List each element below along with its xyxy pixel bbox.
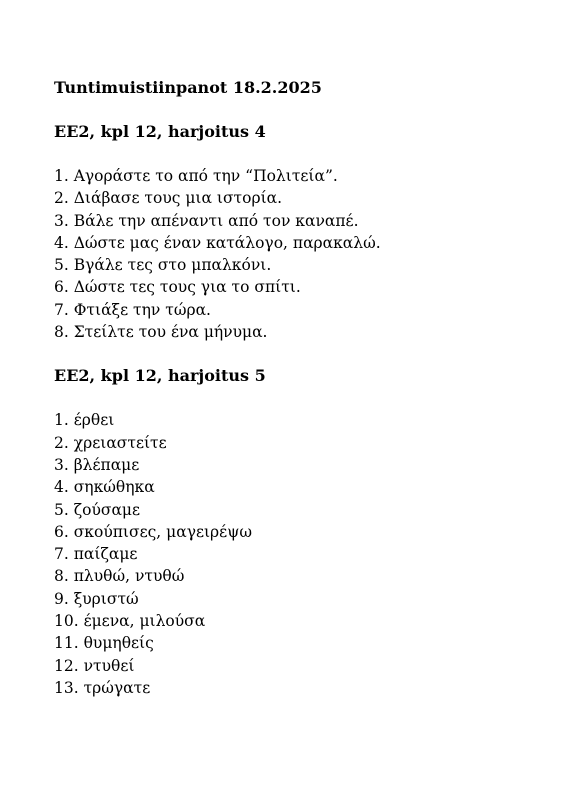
list-item: 8. πλυθώ, ντυθώ [54,567,185,586]
list-item: 6. Δώστε τες τους για το σπίτι. [54,278,301,297]
document-content [54,77,534,699]
list-item: 8. Στείλτε του ένα μήνυμα. [54,323,268,342]
answer-list [54,165,534,343]
list-item: 4. Δώστε μας έναν κατάλογο, παρακαλώ. [54,233,381,252]
section-harjoitus-4 [54,121,534,343]
list-item: 3. βλέπαμε [54,455,140,474]
section-heading: EE2, kpl 12, harjoitus 5 [54,366,266,386]
list-item: 1. Αγοράστε το από την “Πολιτεία”. [54,167,338,185]
list-item: 10. έμενα, μιλούσα [54,612,206,631]
list-item: 2. Διάβασε τους μια ιστορία. [54,189,283,208]
list-item: 5. ζούσαμε [54,500,141,519]
list-item: 1. έρθει [54,411,115,430]
list-item: 12. ντυθεί [54,656,135,675]
list-item: 6. σκούπισες, μαγειρέψω [54,522,252,541]
list-item: 4. σηκώθηκα [54,478,155,497]
list-item: 13. τρώγατε [54,678,151,697]
list-item: 5. Βγάλε τες στο μπαλκόνι. [54,256,272,275]
list-item: 7. παίζαμε [54,545,138,564]
section-heading: EE2, kpl 12, harjoitus 4 [54,122,266,141]
answer-list [54,409,534,699]
document-title: Tuntimuistiinpanot 18.2.2025 [54,78,322,97]
list-item: 3. Βάλε την απέναντι από τον καναπέ. [54,211,359,230]
list-item: 7. Φτιάξε την τώρα. [54,300,211,319]
list-item: 11. θυμηθείς [54,634,154,653]
list-item: 9. ξυριστώ [54,589,139,608]
section-harjoitus-5 [54,365,534,699]
list-item: 2. χρειαστείτε [54,433,167,452]
